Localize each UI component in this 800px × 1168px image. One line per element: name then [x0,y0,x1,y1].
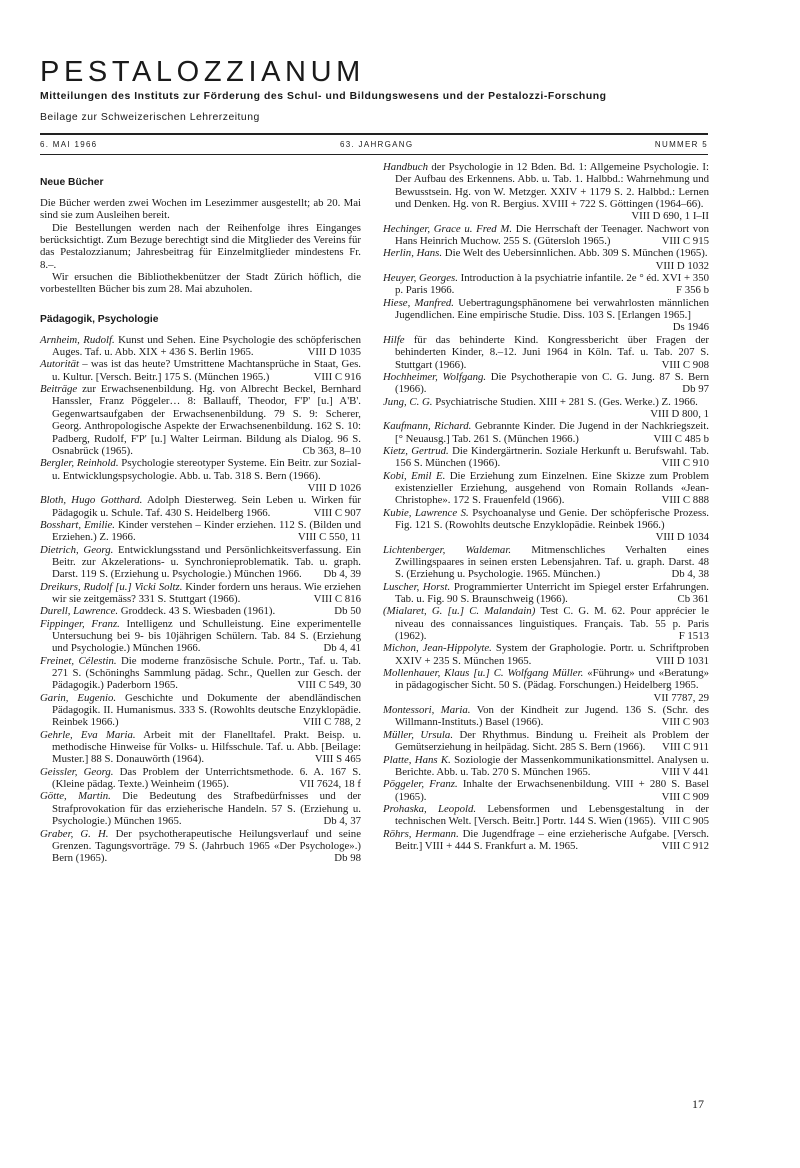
book-entry [40,692,361,729]
entry-text: Arbeit mit der Flanelltafel. Prakt. Beisp. u. methodische Hinweise für Volks- u. Hilfsschule. Taf. u. Abb. [Beilage: Muster.] 88 S. Donauwörth (1964). [52,728,361,766]
entry-author: Michon, Jean-Hippolyte. [383,642,492,655]
entry-signature: VIII D 1026 [307,481,361,494]
header-rule-top [40,133,708,135]
entry-author: Geissler, Georg. [40,765,114,778]
entry-author: Röhrs, Hermann. [383,827,459,840]
entry-text: Die Kindergärtnerin. Soziale Herkunft u. Berufswahl. Tab. 156 S. München (1966). [395,444,709,470]
entry-text: Intelligenz und Schulleistung. Eine experimentelle Untersuchung bei 9- bis 10jährigen Schülern. Tab. 84 S. (Erziehung und Psychologie.) München 1966. [52,617,361,655]
book-entry [383,470,709,507]
entry-author: Garin, Eugenio. [40,691,117,704]
book-entry [383,667,709,704]
book-entry [40,828,361,865]
entry-text: Psychologie stereotyper Systeme. Ein Beitr. zur Sozial- u. Entwicklungspsychologie. Abb. u. Tab. 318 S. Bern (1966). [52,457,361,482]
entry-author: Bergler, Reinhold. [40,457,119,470]
entry-author: Dietrich, Georg. [40,543,114,556]
entry-text: Gebrannte Kinder. Die Jugend in der Nachkriegszeit. [° Neuausg.] Tab. 261 S. (München 1966.) [395,420,709,445]
entry-signature: VIII C 903 [661,716,709,729]
entry-text: Introduction à la psychiatrie infantile. 2e ° éd. XVI + 350 p. Paris 1966. [395,272,709,297]
book-entry [383,223,709,248]
entry-text: – was ist das heute? Umstrittene Machtansprüche in Staat, Ges. u. Kultur. [Versch. Beitr.] 175 S. (München 1965.) [52,358,362,383]
book-entry [383,778,709,803]
entry-author: Götte, Martin. [40,790,111,803]
entry-author: Hilfe [383,333,405,346]
entry-author: Bosshart, Emilie. [40,518,115,531]
entry-signature: VIII D 1035 [307,346,361,359]
masthead-title: PESTALOZZIANUM [40,56,365,88]
entry-text: zur Erwachsenenbildung. Hg. von Albrecht Beckel, Bernhard Hanssler, Franz Pöggeler… 8: Ballauff, Theodor, F'P' [u.] A'B'. Gegenwartsaufgaben der Erwachsenenbildung. 79 S. 9: Scherer, Georg. Anthropologische Aspekte der Erwachsenenbildung. 162 S. 10: Padberg, Rudolf, F'P' [u.] Walter Leirman. Bildung als Dialog. 96 S. Osnabrück (1965). [52,383,361,457]
entry-author: Pöggeler, Franz. [383,778,458,791]
book-entry [40,358,361,383]
book-entry [383,334,709,371]
entry-author: Durell, Lawrence. [40,605,119,618]
issue-volume: 63. JAHRGANG [340,140,414,149]
book-entry [383,544,709,581]
entry-signature: Cb 363, 8–10 [302,444,361,457]
entry-signature: VIII C 549, 30 [297,679,361,692]
entry-author: Graber, G. H. [40,827,109,840]
entry-author: Luscher, Horst. [383,580,451,593]
entry-signature: Db 4, 39 [323,568,361,581]
right-column [383,161,709,852]
page-number: 17 [692,1097,704,1111]
entry-signature: VIII C 907 [313,506,361,519]
intro-paragraph: Wir ersuchen die Bibliothekbenützer der Stadt Zürich höflich, die vorbestellten Bücher bis zum 28. Mai abzuholen. [40,271,361,296]
book-entry [40,790,361,827]
entry-signature: VIII C 550, 11 [297,531,361,544]
entry-signature: VIII C 911 [662,741,709,754]
issue-number: NUMMER 5 [654,140,708,149]
entry-author: Kobi, Emil E. [383,469,446,482]
entry-text: Mitmenschliches Verhalten eines Zwillingspaares in seinen ersten Lebensjahren. Taf. u. graph. Darst. 48 S. (Erziehung u. Psychologie. 1965. München.) [395,543,709,581]
entry-text: Geschichte und Dokumente der abendländischen Pädagogik. II. Humanismus. 333 S. (Rowohlts deutsche Enzyklopädie. Reinbek 1966.) [52,691,362,729]
entry-text: für das behinderte Kind. Kongressbericht über Fragen der behinderten Kinder, 8.–12. Juni 1964 in Köln. Taf. u. Tab. 207 S. Stuttgart (1966). [395,333,709,371]
entry-author: Kaufmann, Richard. [383,420,472,433]
entry-signature: VIII V 441 [661,765,709,778]
entry-signature: VIII C 910 [661,457,709,470]
entry-text: Die Erziehung zum Einzelnen. Eine Skizze zum Problem existenzieller Erziehung, ausgehend von Romain Rollands «Jean-Christophe». 172 S. Frauenfeld (1966). [395,469,709,507]
entry-signature: VIII D 1031 [655,654,709,667]
entry-signature: VIII C 916 [313,370,361,383]
entry-signature: Db 98 [334,852,361,865]
left-column [40,176,361,865]
entry-text: Der psychotherapeutische Heilungsverlauf und seine Grenzen. Tagungsvorträge. 79 S. (Jahrbuch 1965 «Der Psychologe».) Bern (1965). [52,827,361,865]
book-entry [40,605,361,617]
entry-text: Von der Kindheit zur Jugend. 136 S. (Schr. des Willmann-Instituts.) Basel (1966). [395,704,709,729]
entry-author: Jung, C. G. [383,395,433,408]
book-entry [40,729,361,766]
entry-author: Dreikurs, Rudolf [u.] Vicki Soltz. [40,580,183,593]
entry-text: Das Problem der Unterrichtsmethode. 6. A. 167 S. (Kleine pädag. Texte.) Weinheim (1965). [52,765,361,791]
entry-text: Lebensformen und Lebensgestaltung in der technischen Welt. [Versch. Beitr.] Portr. 144 S. Wien (1965). [395,802,709,828]
entry-signature: VIII C 905 [661,815,709,828]
entry-text: Programmierter Unterricht im Spiegel erster Erfahrungen. Tab. u. Fig. 90 S. Braunschweig (1966). [395,580,709,606]
entry-text: der Psychologie in 12 Bden. Bd. 1: Allgemeine Psychologie. I: Der Aufbau des Erkennens. Abb. u. Tab. 1. Halbbd.: Wahrnehmung und Bewusstsein. Hg. von W. Metzger. XXIV + 1179 S. 2. Halbbd.: Lernen und Denken. Hg. von R. Bergius. XVIII + 722 S. Göttingen (1964–66). [395,161,709,211]
section-heading-paedagogik: Pädagogik, Psychologie [40,313,159,325]
entry-text: Die Jugendfrage – eine erzieherische Aufgabe. [Versch. Beitr.] VIII + 444 S. Frankfurt a. M. 1965. [395,827,709,852]
book-entry [383,507,709,544]
book-entry [383,828,709,853]
book-entry [383,445,709,470]
entry-author: Arnheim, Rudolf. [40,333,115,346]
entry-signature: F 1513 [678,630,709,643]
entry-author: Mollenhauer, Klaus [u.] C. Wolfgang Müller. [383,667,584,680]
entry-text: Test C. G. M. 62. Pour apprécier le niveau des connaissances linguistiques. Français. Tab. 55 p. Paris (1962). [395,605,709,643]
book-entry [40,655,361,692]
entry-signature: VII 7624, 18 f [299,778,361,791]
entry-text: Soziologie der Massenkommunikationsmittel. Analysen u. Berichte. Abb. u. Tab. 270 S. München 1965. [395,753,709,778]
entry-signature: VIII C 908 [661,358,709,371]
header-rule-bottom [40,154,708,155]
book-entry [383,704,709,729]
book-entry [383,371,709,396]
entry-signature: Db 4, 41 [323,642,361,655]
entry-text: Entwicklungsstand und Persönlichkeitsverfassung. Ein Beitr. zur Akzelerations- u. Synchronieproblematik. Tab. u. graph. Darst. 119 S. (Erziehung u. Psychologie.) München 1966. [52,543,361,581]
book-entry [40,334,361,359]
issue-date: 6. MAI 1966 [40,140,98,149]
entry-signature: Db 97 [682,383,709,396]
book-entry [383,754,709,779]
entry-text: System der Graphologie. Portr. u. Schriftproben XXIV + 235 S. München 1965. [395,642,709,667]
entry-text: Kunst und Sehen. Eine Psychologie des schöpferischen Auges. Taf. u. Abb. XIX + 436 S. Berlin 1965. [52,333,361,359]
book-entry [383,729,709,754]
entry-signature: VIII D 800, 1 [650,407,709,420]
entry-signature: VIII C 816 [313,592,361,605]
entry-text: Psychiatrische Studien. XIII + 281 S. (Ges. Werke.) Z. 1966. [435,395,698,408]
book-entry [383,605,709,642]
entry-signature: Db 50 [334,605,361,618]
entry-author: Hechinger, Grace u. Fred M. [383,222,513,235]
entry-text: Inhalte der Erwachsenenbildung. VIII + 280 S. Basel (1965). [395,778,710,803]
book-entry [40,618,361,655]
book-entry [383,581,709,606]
entry-list-right [383,161,709,852]
entry-signature: VII 7787, 29 [653,691,709,704]
entry-signature: VIII C 888 [661,494,709,507]
book-entry [383,803,709,828]
entry-text: Uebertragungsphänomene bei verwahrlosten männlichen Jugendlichen. Eine empirische Studie. Diss. 103 S. [Erlangen 1965.] [395,296,710,322]
intro-paragraph: Die Bestellungen werden nach der Reihenfolge ihres Einganges berücksichtigt. Zum Bezuge berechtigt sind die Mitglieder des Vereins für das Pestalozzianum; Jahresbeitrag für Einzelmitglieder mindestens Fr. 8.–. [40,221,361,271]
entry-text: Groddeck. 43 S. Wiesbaden (1961). [120,605,276,618]
entry-signature: VIII S 465 [314,753,361,766]
book-entry [383,642,709,667]
entry-author: Kubie, Lawrence S. [383,506,469,519]
intro-paragraph: Die Bücher werden zwei Wochen im Lesezimmer ausgestellt; ab 20. Mai sind sie zum Ausleihen bereit. [40,197,361,222]
book-entry [40,519,361,544]
entry-author: Gehrle, Eva Maria. [40,728,136,741]
entry-text: Die Bedeutung des Strafbedürfnisses und der Strafprovokation für das erzieherische Handeln. 57 S. (Erziehung u. Psychologie.) München 1965. [52,790,361,828]
entry-author: Handbuch [383,161,428,173]
entry-author: Müller, Ursula. [383,728,454,741]
entry-text: Die Welt des Uebersinnlichen. Abb. 309 S. München (1965). [444,247,708,260]
book-entry [40,457,361,494]
entry-text: Kinder fordern uns heraus. Wie erziehen wir sie zeitgemäss? 331 S. Stuttgart (1966). [52,580,361,605]
masthead-subtitle: Mitteilungen des Instituts zur Förderung des Schul- und Bildungswesens und der Pestalozzi-Forschung [40,91,607,102]
entry-author: Hochheimer, Wolfgang. [383,370,487,383]
entry-author: Herlin, Hans. [383,247,443,260]
entry-author: Prohaska, Leopold. [383,802,477,815]
entry-signature: Db 4, 37 [323,815,361,828]
entry-signature: Ds 1946 [672,321,709,334]
entry-text: «Führung» und «Beratung» in pädagogischer Sicht. 50 S. (Pädag. Forschungen.) Heidelberg 1965. [395,667,710,692]
book-entry [383,420,709,445]
entry-author: Autorität [40,358,79,371]
book-entry [383,247,709,272]
book-entry [40,383,361,457]
book-entry [40,544,361,581]
entry-signature: VIII C 909 [661,790,709,803]
entry-signature: VIII C 788, 2 [302,716,361,729]
entry-signature: VIII C 485 b [653,432,709,445]
masthead-supplement: Beilage zur Schweizerischen Lehrerzeitung [40,112,260,123]
entry-signature: VIII D 690, 1 I–II [631,210,709,223]
book-entry [383,396,709,421]
entry-text: Die Herrschaft der Teenager. Nachwort von Hans Heinrich Muchow. 255 S. (Gütersloh 1965.) [395,222,709,248]
book-entry [383,272,709,297]
book-entry [40,581,361,606]
entry-signature: VIII D 1032 [655,259,709,272]
entry-list-left [40,334,361,865]
entry-author: Platte, Hans K. [383,753,451,766]
entry-author: Hiese, Manfred. [383,296,455,309]
entry-signature: Db 4, 38 [671,568,709,581]
entry-text: Die moderne französische Schule. Portr., Taf. u. Tab. 271 S. (Schöninghs Sammlung pädag. Schr., Quellen zur Gesch. der Pädagogik.) Paderborn 1965. [52,654,361,692]
entry-author: Kietz, Gertrud. [383,444,449,457]
entry-author: Beiträge [40,383,78,396]
book-entry [383,297,709,334]
entry-author: Montessori, Maria. [383,704,471,717]
entry-signature: Cb 361 [677,593,709,606]
entry-text: Der Rhythmus. Bindung u. Freiheit als Problem der Gemütserziehung in heilpädag. Sicht. 285 S. Bern (1966). [395,728,709,754]
entry-signature: F 356 b [676,284,709,297]
book-entry [40,766,361,791]
entry-signature: VIII C 915 [661,235,709,248]
book-entry [40,494,361,519]
section-heading-neue-buecher: Neue Bücher [40,177,104,188]
book-entry [383,161,709,223]
entry-author: Bloth, Hugo Gotthard. [40,494,143,507]
entry-author: Fippinger, Franz. [40,617,120,630]
entry-author: Lichtenberger, Waldemar. [383,543,512,556]
entry-author: Freinet, Célestin. [40,654,117,667]
entry-signature: VIII D 1034 [655,531,709,544]
entry-signature: VIII C 912 [661,839,709,852]
entry-author: Heuyer, Georges. [383,272,458,285]
entry-text: Adolph Diesterweg. Sein Leben u. Wirken für Pädagogik u. Schule. Taf. 430 S. Heidelberg 1966. [52,494,362,519]
entry-author: (Mialaret, G. [u.] C. Malandain) [383,605,536,618]
entry-text: Kinder verstehen – Kinder erziehen. 112 S. (Bilden und Erziehen.) Z. 1966. [52,518,361,544]
entry-text: Die Psychotherapie von C. G. Jung. 87 S. Bern (1966). [395,370,710,396]
entry-text: Psychoanalyse und Genie. Der schöpferische Prozess. Fig. 121 S. (Rowohlts deutsche Enzyklopädie. Reinbek 1966.) [395,506,710,531]
